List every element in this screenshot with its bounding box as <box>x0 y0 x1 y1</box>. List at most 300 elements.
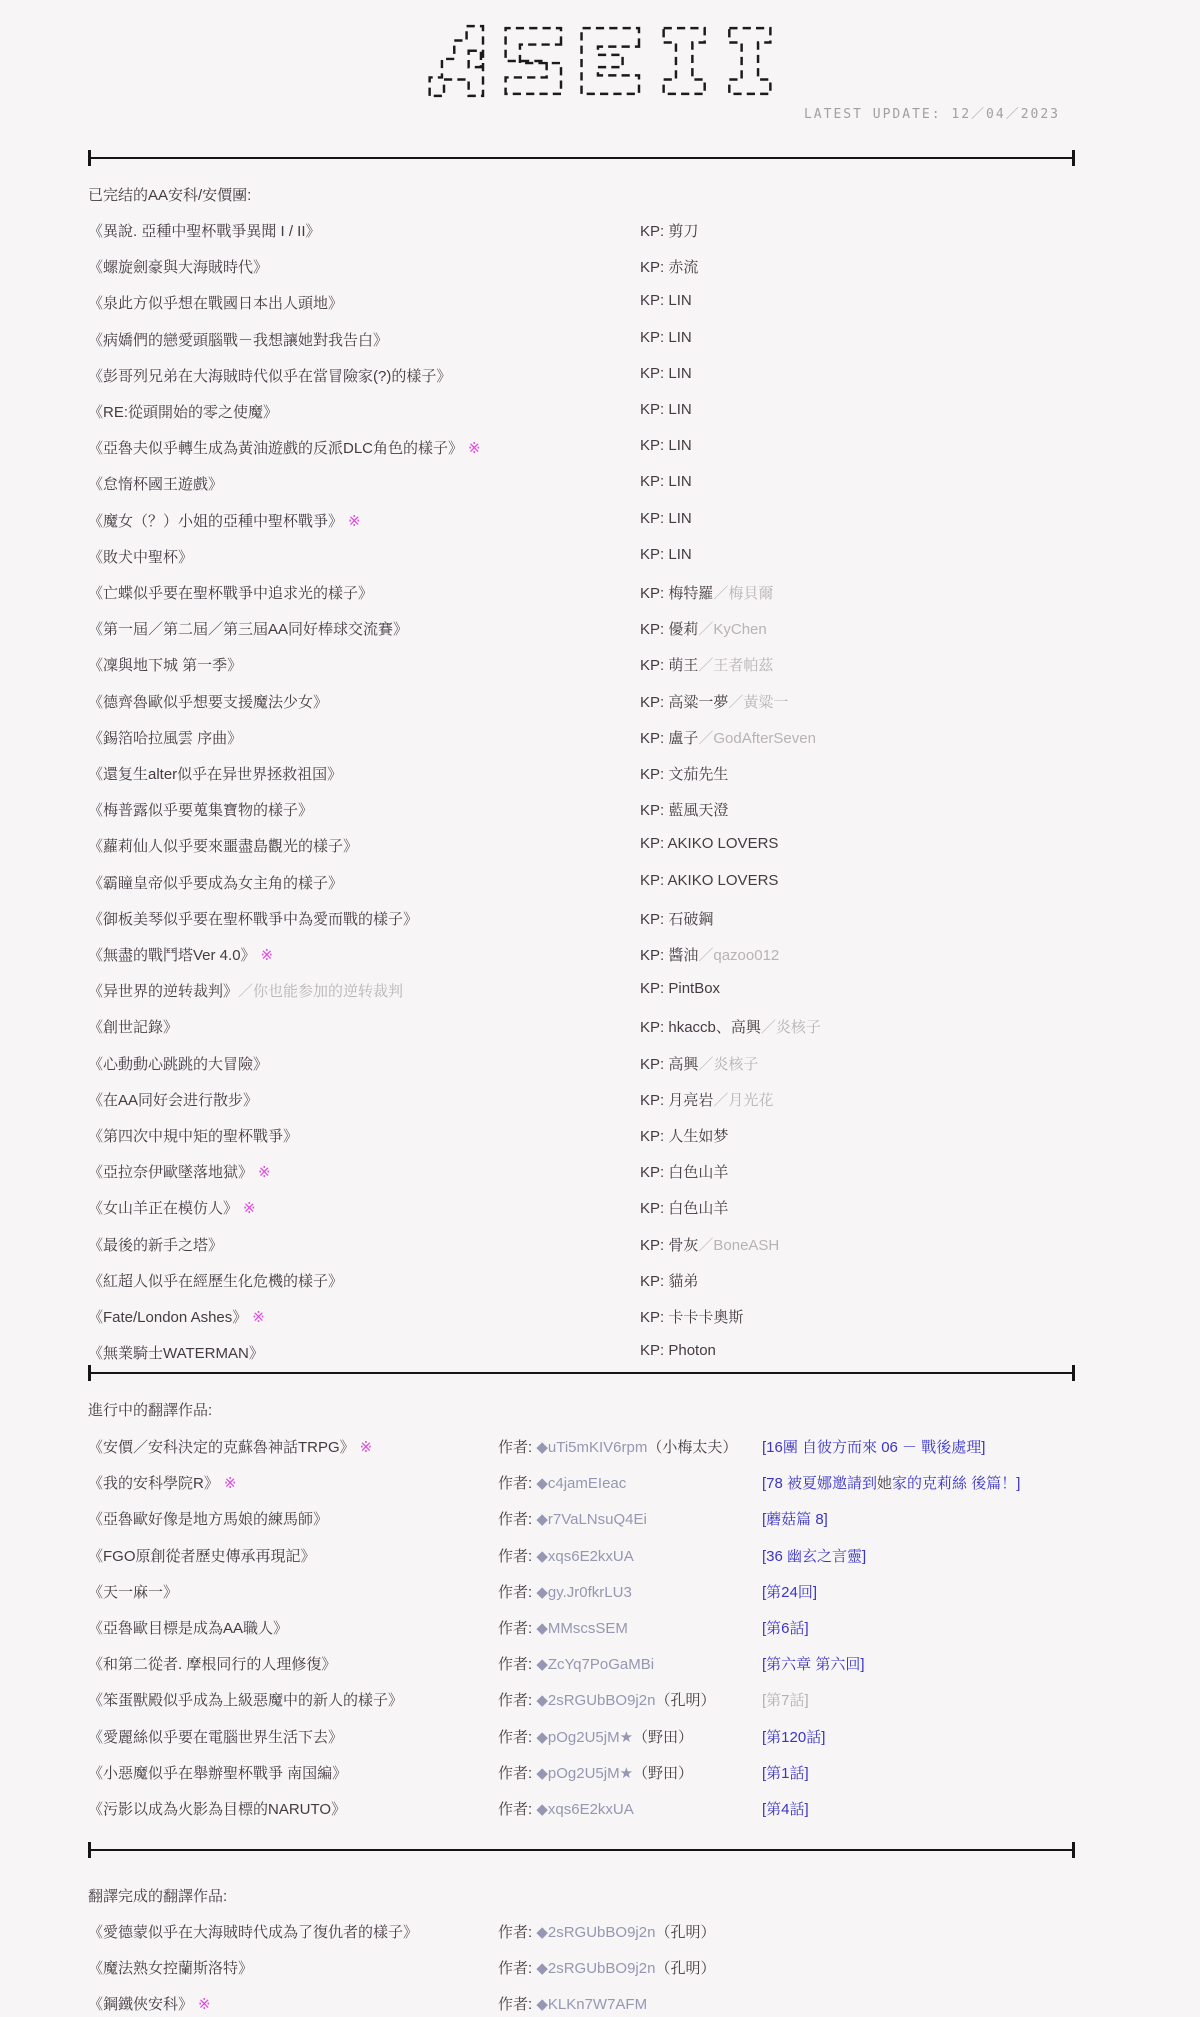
work-title-text: 《亡蝶似乎要在聖杯戰爭中追求光的樣子》 <box>88 585 374 602</box>
kp-name: 白色山羊 <box>668 1164 729 1182</box>
kp-label: KP: <box>640 729 669 747</box>
kp-cell <box>640 944 779 965</box>
reference-mark: ※ <box>260 947 274 964</box>
ascii-logo-art <box>418 22 782 100</box>
section-header: 翻譯完成的翻譯作品: <box>88 1888 228 1905</box>
latest-chapter-link[interactable]: [第6話] <box>762 1620 809 1637</box>
kp-name: 骨灰 <box>668 1236 699 1254</box>
author-label: 作者: <box>498 1547 537 1565</box>
author-tripcode: ◆c4jamEIeac <box>536 1475 627 1493</box>
work-row <box>88 1653 1088 1677</box>
latest-chapter-cell <box>762 1762 809 1783</box>
work-row <box>88 1545 1088 1569</box>
kp-name: AKIKO LOVERS <box>667 835 779 853</box>
work-row <box>88 365 1088 389</box>
work-title <box>88 1689 403 1710</box>
kp-label: KP: <box>640 509 669 527</box>
work-title <box>88 980 403 1001</box>
work-title <box>88 1053 268 1074</box>
kp-name: LIN <box>668 473 692 491</box>
kp-cell <box>640 437 692 454</box>
section-header: 已完结的AA安科/安價團: <box>88 187 252 204</box>
work-row <box>88 1053 1088 1077</box>
work-title <box>88 329 388 350</box>
work-title-text: 《鋼鐵俠安科》 <box>88 1996 194 2014</box>
work-title <box>88 1617 288 1638</box>
latest-chapter-cell <box>762 1726 825 1747</box>
work-title-text: 《最後的新手之塔》 <box>88 1236 224 1254</box>
work-title <box>88 546 193 567</box>
work-title <box>88 1016 178 1037</box>
kp-cell <box>640 908 713 929</box>
kp-cell <box>640 220 698 241</box>
work-title-text: 《亞魯夫似乎轉生成為黃油遊戲的反派DLC角色的樣子》 <box>88 440 464 458</box>
kp-cell <box>640 329 692 346</box>
section-divider <box>88 1849 1075 1851</box>
kp-name: 白色山羊 <box>668 1200 729 1218</box>
work-title-text: 《笨蛋獸殿似乎成為上級惡魔中的新人的樣子》 <box>88 1692 404 1710</box>
author-tripcode: ◆r7VaLNsuQ4Ei <box>536 1511 647 1529</box>
author-tripcode: ◆xqs6E2kxUA <box>536 1801 634 1818</box>
kp-cell <box>640 691 788 712</box>
kp-name: 卡卡卡奧斯 <box>668 1309 744 1326</box>
author-label: 作者: <box>498 1656 537 1674</box>
kp-secondary-name: ／黃粱一 <box>728 693 789 711</box>
work-title <box>88 763 342 784</box>
work-title <box>88 437 481 458</box>
work-row <box>88 256 1088 280</box>
author-cell <box>498 1436 737 1457</box>
work-title <box>88 1472 236 1493</box>
work-title <box>88 292 343 313</box>
section-divider <box>88 1372 1075 1374</box>
work-title <box>88 944 273 965</box>
work-title-text: 《心動動心跳跳的大冒險》 <box>88 1055 269 1073</box>
ascii-logo <box>0 22 1200 105</box>
kp-cell <box>640 835 778 852</box>
kp-name: 剪刀 <box>668 223 699 240</box>
kp-cell <box>640 256 698 277</box>
kp-name: LIN <box>668 292 692 310</box>
work-row <box>88 1306 1088 1330</box>
work-row <box>88 1125 1088 1149</box>
kp-name: 優莉 <box>668 621 699 639</box>
work-title-text: 《污影以成為火影為目標的NARUTO》 <box>88 1801 347 1818</box>
kp-label: KP: <box>640 1200 669 1218</box>
author-name: （野田） <box>633 1728 694 1746</box>
kp-name: 貓弟 <box>668 1272 699 1290</box>
kp-label: KP: <box>640 545 669 563</box>
kp-secondary-name: ／GodAfterSeven <box>698 729 816 747</box>
kp-cell <box>640 582 773 603</box>
work-title <box>88 1921 418 1942</box>
kp-cell <box>640 1053 758 1074</box>
author-tripcode: ◆uTi5mKIV6rpm <box>536 1439 648 1456</box>
work-row <box>88 1957 1088 1981</box>
work-row <box>88 220 1088 244</box>
kp-label: KP: <box>640 1019 669 1037</box>
kp-cell <box>640 1161 728 1182</box>
latest-chapter-cell <box>762 1545 866 1566</box>
work-title-text: 《創世記錄》 <box>88 1019 179 1037</box>
kp-secondary-name: ／qazoo012 <box>698 947 780 964</box>
author-tripcode: ◆KLKn7W7AFM <box>536 1996 648 2014</box>
latest-chapter-link[interactable]: [36 幽玄之言靈] <box>762 1547 867 1565</box>
work-row <box>88 1016 1088 1040</box>
work-title <box>88 1508 328 1529</box>
author-tripcode: ◆ZcYq7PoGaMBi <box>536 1656 655 1674</box>
latest-update-label: LATEST UPDATE: 12／04／2023 <box>803 107 1060 122</box>
author-tripcode: ◆2sRGUbBO9j2n <box>536 1692 656 1710</box>
kp-label: KP: <box>640 871 668 889</box>
work-title-text: 《彭哥列兄弟在大海賊時代似乎在當冒險家(?)的樣子》 <box>88 367 452 385</box>
author-cell <box>498 1472 626 1493</box>
reference-mark: ※ <box>198 1996 211 2014</box>
author-name: （野田） <box>633 1764 694 1782</box>
kp-cell <box>640 872 778 889</box>
kp-cell <box>640 546 692 563</box>
author-name: （小梅太夫） <box>647 1439 738 1456</box>
author-label: 作者: <box>498 1764 537 1782</box>
kp-name: LIN <box>668 545 692 563</box>
latest-chapter-cell <box>762 1436 985 1457</box>
section-header: 進行中的翻譯作品: <box>88 1402 213 1419</box>
work-title <box>88 1125 298 1146</box>
kp-label: KP: <box>640 364 669 382</box>
work-row <box>88 1726 1088 1750</box>
kp-name: 高粱一夢 <box>668 693 729 711</box>
latest-chapter-cell <box>762 1653 865 1674</box>
latest-chapter-link[interactable]: [第24回] <box>762 1583 818 1601</box>
work-row <box>88 473 1088 497</box>
latest-chapter-link[interactable]: [第六章 第六回] <box>762 1656 865 1674</box>
work-title-text: 《梅普露似乎要蒐集寶物的樣子》 <box>88 802 314 820</box>
kp-name: LIN <box>668 364 692 382</box>
kp-label: KP: <box>640 1164 669 1182</box>
kp-name: 梅特羅 <box>668 585 714 602</box>
latest-chapter-link[interactable]: [16團 自彼方而來 06 － 戰後處理] <box>762 1439 986 1456</box>
work-title-text: 《FGO原創從者歷史傳承再現記》 <box>88 1547 316 1565</box>
author-label: 作者: <box>498 1960 537 1978</box>
author-cell <box>498 1957 715 1978</box>
kp-cell <box>640 1234 779 1255</box>
link-text-part: [78 被夏娜邀請到 <box>762 1475 878 1493</box>
kp-name: 盧子 <box>668 729 699 747</box>
work-row <box>88 654 1088 678</box>
author-label: 作者: <box>498 1924 537 1941</box>
kp-label: KP: <box>640 835 668 853</box>
author-label: 作者: <box>498 1439 537 1456</box>
kp-label: KP: <box>640 1272 669 1290</box>
work-title <box>88 1089 258 1110</box>
work-row <box>88 1508 1088 1532</box>
work-title-text: 《魔女（？）小姐的亞種中聖杯戰爭》 <box>88 512 344 530</box>
kp-cell <box>640 618 767 639</box>
work-title <box>88 872 343 893</box>
author-tripcode: ◆MMscsSEM <box>536 1620 628 1637</box>
work-title <box>88 220 321 241</box>
work-title-text: 《亞拉奈伊歐墜落地獄》 <box>88 1164 254 1182</box>
kp-secondary-name: ／KyChen <box>698 621 767 639</box>
link-text-part: 家的克莉絲 後篇！] <box>892 1475 1021 1493</box>
work-title-text: 《異說. 亞種中聖杯戰爭異聞 I / II》 <box>88 223 321 240</box>
work-title <box>88 510 361 531</box>
kp-label: KP: <box>640 223 669 240</box>
author-tripcode: ◆2sRGUbBO9j2n <box>536 1960 656 1978</box>
kp-name: LIN <box>668 401 692 418</box>
latest-chapter-cell <box>762 1472 1020 1493</box>
work-title-text: 《第四次中規中矩的聖杯戰爭》 <box>88 1128 299 1145</box>
work-row <box>88 799 1088 823</box>
kp-name: 高興 <box>668 1055 699 1073</box>
author-name: （孔明） <box>655 1692 716 1710</box>
kp-label: KP: <box>640 1055 669 1073</box>
work-title-text: 《魔法熟女控蘭斯洛特》 <box>88 1960 254 1978</box>
reference-mark: ※ <box>348 512 361 530</box>
author-cell <box>498 1581 632 1602</box>
work-row <box>88 1436 1088 1460</box>
author-cell <box>498 1762 693 1783</box>
kp-cell <box>640 401 692 418</box>
work-title <box>88 908 418 929</box>
work-title-text: 《天一麻一》 <box>88 1583 179 1601</box>
kp-label: KP: <box>640 328 669 346</box>
work-row <box>88 980 1088 1004</box>
kp-cell <box>640 727 816 748</box>
work-title-text: 《异世界的逆转裁判》 <box>88 983 239 1001</box>
kp-name: 醬油 <box>668 947 699 964</box>
latest-chapter-link[interactable]: [蘑菇篇 8] <box>762 1511 828 1529</box>
work-row <box>88 401 1088 425</box>
latest-chapter-cell <box>762 1617 809 1638</box>
work-title <box>88 1726 343 1747</box>
work-row <box>88 1762 1088 1786</box>
work-title <box>88 1306 265 1327</box>
author-cell <box>498 1653 654 1674</box>
kp-cell <box>640 654 773 675</box>
author-cell <box>498 1508 647 1529</box>
work-title <box>88 1957 253 1978</box>
work-row <box>88 1472 1088 1496</box>
author-tripcode: ◆2sRGUbBO9j2n <box>536 1924 656 1941</box>
kp-cell <box>640 510 692 527</box>
kp-name: Photon <box>668 1342 716 1360</box>
work-row <box>88 437 1088 461</box>
author-label: 作者: <box>498 1801 537 1818</box>
author-name: （孔明） <box>655 1960 716 1978</box>
work-title-text: 《小惡魔似乎在舉辦聖杯戰爭 南国編》 <box>88 1764 348 1782</box>
link-text-part: 她 <box>877 1475 893 1493</box>
work-title <box>88 1436 372 1457</box>
work-title-text: 《無盡的戰鬥塔Ver 4.0》 <box>88 947 256 964</box>
kp-label: KP: <box>640 1236 669 1254</box>
reference-mark: ※ <box>258 1164 271 1182</box>
work-row <box>88 1993 1088 2017</box>
work-row <box>88 329 1088 353</box>
kp-name: LIN <box>668 328 692 346</box>
kp-cell <box>640 763 728 784</box>
work-title-text: 《在AA同好会进行散步》 <box>88 1091 259 1109</box>
kp-secondary-name: ／月光花 <box>713 1091 774 1109</box>
work-title-text: 《亞魯歐目標是成為AA職人》 <box>88 1620 289 1637</box>
kp-cell <box>640 1270 698 1291</box>
kp-cell <box>640 1197 728 1218</box>
work-title-text: 《德齊魯歐似乎想要支援魔法少女》 <box>88 693 329 711</box>
work-row <box>88 546 1088 570</box>
reference-mark: ※ <box>252 1309 265 1326</box>
work-row <box>88 1161 1088 1185</box>
work-title <box>88 691 328 712</box>
author-tripcode: ◆gy.Jr0fkrLU3 <box>536 1583 632 1601</box>
work-title-text: 《還复生alter似乎在异世界拯救祖国》 <box>88 766 343 783</box>
work-title <box>88 1234 223 1255</box>
work-title <box>88 1581 178 1602</box>
reference-mark: ※ <box>223 1475 237 1493</box>
work-row <box>88 582 1088 606</box>
kp-name: 萌王 <box>668 657 699 675</box>
kp-label: KP: <box>640 401 669 418</box>
kp-secondary-name: ／炎核子 <box>698 1055 759 1073</box>
latest-chapter-link[interactable] <box>762 1475 1020 1492</box>
work-row <box>88 1798 1088 1822</box>
work-row <box>88 944 1088 968</box>
author-cell <box>498 1726 693 1747</box>
section-divider <box>88 157 1075 159</box>
work-title <box>88 401 278 422</box>
author-tripcode: ◆xqs6E2kxUA <box>536 1547 634 1565</box>
kp-label: KP: <box>640 910 669 928</box>
kp-name: 月亮岩 <box>668 1091 714 1109</box>
work-title-text: 《蘿莉仙人似乎要來噩盡島觀光的樣子》 <box>88 838 359 856</box>
kp-label: KP: <box>640 621 669 639</box>
kp-secondary-name: ／王者帕茲 <box>698 657 774 675</box>
work-title-text: 《RE:從頭開始的零之使魔》 <box>88 404 279 421</box>
work-title <box>88 1798 346 1819</box>
author-cell <box>498 1617 628 1638</box>
kp-label: KP: <box>640 947 669 964</box>
work-title-text: 《愛麗絲似乎要在電腦世界生活下去》 <box>88 1728 344 1746</box>
kp-label: KP: <box>640 437 669 455</box>
kp-cell <box>640 365 692 382</box>
work-title-text: 《無業騎士WATERMAN》 <box>88 1345 264 1363</box>
kp-name: PintBox <box>668 980 721 998</box>
kp-label: KP: <box>640 657 669 675</box>
work-title-subtitle: ／你也能参加的逆转裁判 <box>238 983 404 1001</box>
latest-chapter-link[interactable]: [第1話] <box>762 1764 809 1782</box>
work-title <box>88 1342 264 1363</box>
kp-label: KP: <box>640 473 669 491</box>
kp-label: KP: <box>640 585 669 602</box>
work-row <box>88 872 1088 896</box>
work-row <box>88 908 1088 932</box>
work-row <box>88 1342 1088 1366</box>
reference-mark: ※ <box>359 1439 373 1456</box>
work-title <box>88 1545 316 1566</box>
author-label: 作者: <box>498 1511 537 1529</box>
latest-chapter-link[interactable]: [第7話] <box>762 1692 809 1710</box>
latest-chapter-cell <box>762 1689 809 1710</box>
kp-label: KP: <box>640 1309 669 1326</box>
work-title <box>88 1993 211 2014</box>
work-title-text: 《御板美琴似乎要在聖杯戰爭中為愛而戰的樣子》 <box>88 910 419 928</box>
work-row <box>88 727 1088 751</box>
work-title-text: 《病嬌們的戀愛頭腦戰－我想讓她對我告白》 <box>88 331 389 349</box>
work-row <box>88 1921 1088 1945</box>
work-title <box>88 1653 336 1674</box>
work-title <box>88 1270 343 1291</box>
author-tripcode: ◆pOg2U5jM★ <box>536 1728 634 1746</box>
kp-name: AKIKO LOVERS <box>667 871 779 889</box>
work-title <box>88 618 408 639</box>
kp-name: 人生如梦 <box>668 1128 729 1145</box>
kp-secondary-name: ／BoneASH <box>698 1236 780 1254</box>
kp-label: KP: <box>640 1128 669 1145</box>
author-label: 作者: <box>498 1475 537 1493</box>
work-title-text: 《我的安科學院R》 <box>88 1475 219 1493</box>
kp-name: 藍風天澄 <box>668 802 729 820</box>
work-title-text: 《女山羊正在模仿人》 <box>88 1200 239 1218</box>
kp-label: KP: <box>640 693 669 711</box>
latest-chapter-cell <box>762 1508 828 1529</box>
work-title-text: 《螺旋劍豪與大海賊時代》 <box>88 259 269 277</box>
work-title <box>88 473 223 494</box>
kp-name: LIN <box>668 509 692 527</box>
work-row <box>88 1689 1088 1713</box>
author-cell <box>498 1993 647 2014</box>
kp-name: 石破鋼 <box>668 910 714 928</box>
kp-cell <box>640 1342 716 1359</box>
work-title <box>88 256 268 277</box>
kp-label: KP: <box>640 766 669 783</box>
latest-chapter-link[interactable]: [第4話] <box>762 1801 809 1818</box>
latest-chapter-cell <box>762 1798 809 1819</box>
work-title <box>88 1197 256 1218</box>
work-row <box>88 618 1088 642</box>
work-title-text: 《霸瞳皇帝似乎要成為女主角的樣子》 <box>88 874 344 892</box>
work-title-text: 《第一屆／第二屆／第三屆AA同好棒球交流賽》 <box>88 621 409 639</box>
work-title <box>88 582 373 603</box>
work-row <box>88 1234 1088 1258</box>
latest-chapter-link[interactable]: [第120話] <box>762 1728 826 1746</box>
work-title <box>88 727 242 748</box>
latest-chapter-cell <box>762 1581 817 1602</box>
author-cell <box>498 1798 634 1819</box>
kp-label: KP: <box>640 1091 669 1109</box>
work-title-text: 《和第二從者. 摩根同行的人理修復》 <box>88 1656 337 1674</box>
reference-mark: ※ <box>468 440 481 458</box>
work-row <box>88 1089 1088 1113</box>
kp-name: 文茄先生 <box>668 766 729 783</box>
work-title <box>88 365 451 386</box>
work-title-text: 《亞魯歐好像是地方馬娘的練馬師》 <box>88 1511 329 1529</box>
author-name: （孔明） <box>655 1924 716 1941</box>
author-label: 作者: <box>498 1728 537 1746</box>
work-row <box>88 1197 1088 1221</box>
reference-mark: ※ <box>243 1200 256 1218</box>
work-title-text: 《愛德蒙似乎在大海賊時代成為了復仇者的樣子》 <box>88 1924 419 1941</box>
kp-secondary-name: ／炎核子 <box>760 1019 821 1037</box>
work-title <box>88 1762 347 1783</box>
work-row <box>88 763 1088 787</box>
kp-cell <box>640 1306 743 1327</box>
kp-label: KP: <box>640 1342 669 1360</box>
work-title <box>88 799 313 820</box>
work-title <box>88 654 242 675</box>
kp-cell <box>640 980 720 997</box>
work-row <box>88 510 1088 534</box>
kp-cell <box>640 1016 821 1037</box>
kp-cell <box>640 1125 728 1146</box>
